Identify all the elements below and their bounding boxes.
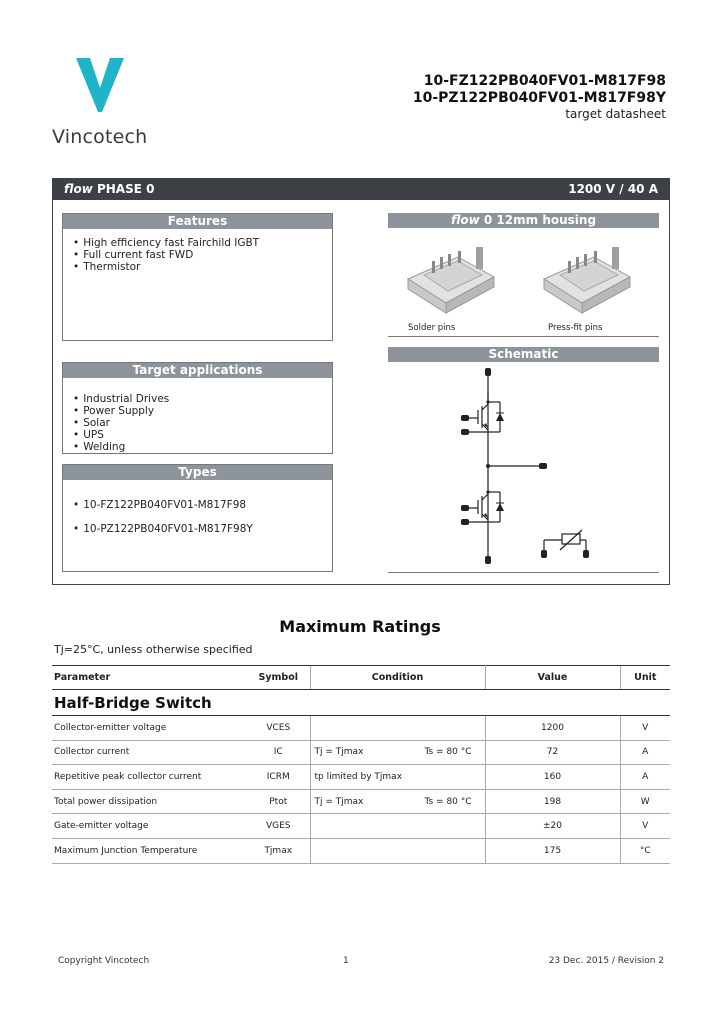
col-parameter: Parameter <box>52 666 247 690</box>
cell-symbol: VGES <box>247 814 310 839</box>
cell-condition <box>310 765 485 790</box>
cell-value: 1200 <box>485 716 620 741</box>
cell-symbol: VCES <box>247 716 310 741</box>
table-row <box>52 765 670 790</box>
maximum-ratings-title: Maximum Ratings <box>279 617 441 636</box>
product-title-bar <box>52 178 670 200</box>
schematic-box <box>388 347 659 573</box>
footer-date-revision: 23 Dec. 2015 / Revision 2 <box>548 956 664 966</box>
flow-word: flow <box>64 182 93 196</box>
rating-label: 1200 V / 40 A <box>568 182 658 196</box>
col-symbol: Symbol <box>247 666 310 690</box>
cell-unit: A <box>620 740 670 765</box>
cell-condition <box>310 838 485 863</box>
cell-parameter: Maximum Junction Temperature <box>52 838 247 863</box>
cond-left: tp limited by Tjmax <box>314 771 403 782</box>
cell-unit: W <box>620 789 670 814</box>
table-row <box>52 838 670 863</box>
cell-value: 160 <box>485 765 620 790</box>
features-list <box>63 229 332 273</box>
section-half-bridge-switch: Half-Bridge Switch <box>52 690 670 716</box>
features-title: Features <box>63 214 332 229</box>
housing-label: 0 12mm housing <box>483 213 597 227</box>
module-image-pressfit <box>538 237 638 321</box>
table-row <box>52 740 670 765</box>
cell-parameter: Total power dissipation <box>52 789 247 814</box>
cell-condition <box>310 789 485 814</box>
ratings-condition-note: Tj=25°C, unless otherwise specified <box>54 643 253 656</box>
cell-unit: °C <box>620 838 670 863</box>
cell-value: 72 <box>485 740 620 765</box>
label-solder-pins: Solder pins <box>408 323 456 333</box>
applications-box <box>62 362 333 454</box>
table-row <box>52 789 670 814</box>
types-box <box>62 464 333 572</box>
document-type: target datasheet <box>565 107 666 121</box>
col-condition: Condition <box>310 666 485 690</box>
footer-copyright: Copyright Vincotech <box>58 956 150 966</box>
cond-left: Tj = Tjmax <box>314 747 364 758</box>
phase-label: PHASE 0 <box>96 182 155 196</box>
cell-parameter: Collector-emitter voltage <box>52 716 247 741</box>
cond-right: Ts = 80 °C <box>424 796 472 807</box>
cell-symbol: Tjmax <box>247 838 310 863</box>
list-item: • Industrial Drives <box>73 393 332 405</box>
flow-word: flow <box>450 213 480 227</box>
cell-parameter: Repetitive peak collector current <box>52 765 247 790</box>
col-unit: Unit <box>620 666 670 690</box>
schematic-diagram <box>388 362 659 572</box>
list-item: • Thermistor <box>73 261 332 273</box>
cell-condition <box>310 716 485 741</box>
list-item: • Power Supply <box>73 405 332 417</box>
cell-value: ±20 <box>485 814 620 839</box>
col-value: Value <box>485 666 620 690</box>
cell-symbol: ICRM <box>247 765 310 790</box>
cell-unit: A <box>620 765 670 790</box>
cell-parameter: Collector current <box>52 740 247 765</box>
list-item: • 10-FZ122PB040FV01-M817F98 <box>73 493 332 517</box>
housing-title <box>388 213 659 228</box>
cell-condition <box>310 814 485 839</box>
cell-value: 198 <box>485 789 620 814</box>
cell-unit: V <box>620 716 670 741</box>
part-number-2: 10-PZ122PB040FV01-M817F98Y <box>412 90 666 106</box>
cond-right: Ts = 80 °C <box>424 747 472 758</box>
company-name: Vincotech <box>52 126 148 148</box>
list-item: • High efficiency fast Fairchild IGBT <box>73 237 332 249</box>
applications-list <box>63 378 332 453</box>
schematic-title: Schematic <box>388 347 659 362</box>
cell-value: 175 <box>485 838 620 863</box>
types-title: Types <box>63 465 332 480</box>
list-item: • Solar <box>73 417 332 429</box>
cell-unit: V <box>620 814 670 839</box>
table-row <box>52 814 670 839</box>
list-item: • Welding <box>73 441 332 453</box>
cell-condition <box>310 740 485 765</box>
housing-box <box>388 213 659 337</box>
cell-parameter: Gate-emitter voltage <box>52 814 247 839</box>
table-header-row <box>52 666 670 690</box>
types-list <box>63 480 332 541</box>
cell-symbol: IC <box>247 740 310 765</box>
list-item: • Full current fast FWD <box>73 249 332 261</box>
cell-symbol: Ptot <box>247 789 310 814</box>
list-item: • UPS <box>73 429 332 441</box>
section-row <box>52 690 670 716</box>
label-pressfit-pins: Press-fit pins <box>548 323 603 333</box>
maximum-ratings-table <box>52 665 670 864</box>
cond-left: Tj = Tjmax <box>314 796 364 807</box>
module-image-solder <box>402 237 502 321</box>
list-item: • 10-PZ122PB040FV01-M817F98Y <box>73 517 332 541</box>
applications-title: Target applications <box>63 363 332 378</box>
part-number-1: 10-FZ122PB040FV01-M817F98 <box>423 73 666 89</box>
table-row <box>52 716 670 741</box>
features-box <box>62 213 333 341</box>
vincotech-logo-icon <box>76 58 124 112</box>
footer-page-number: 1 <box>343 956 349 966</box>
